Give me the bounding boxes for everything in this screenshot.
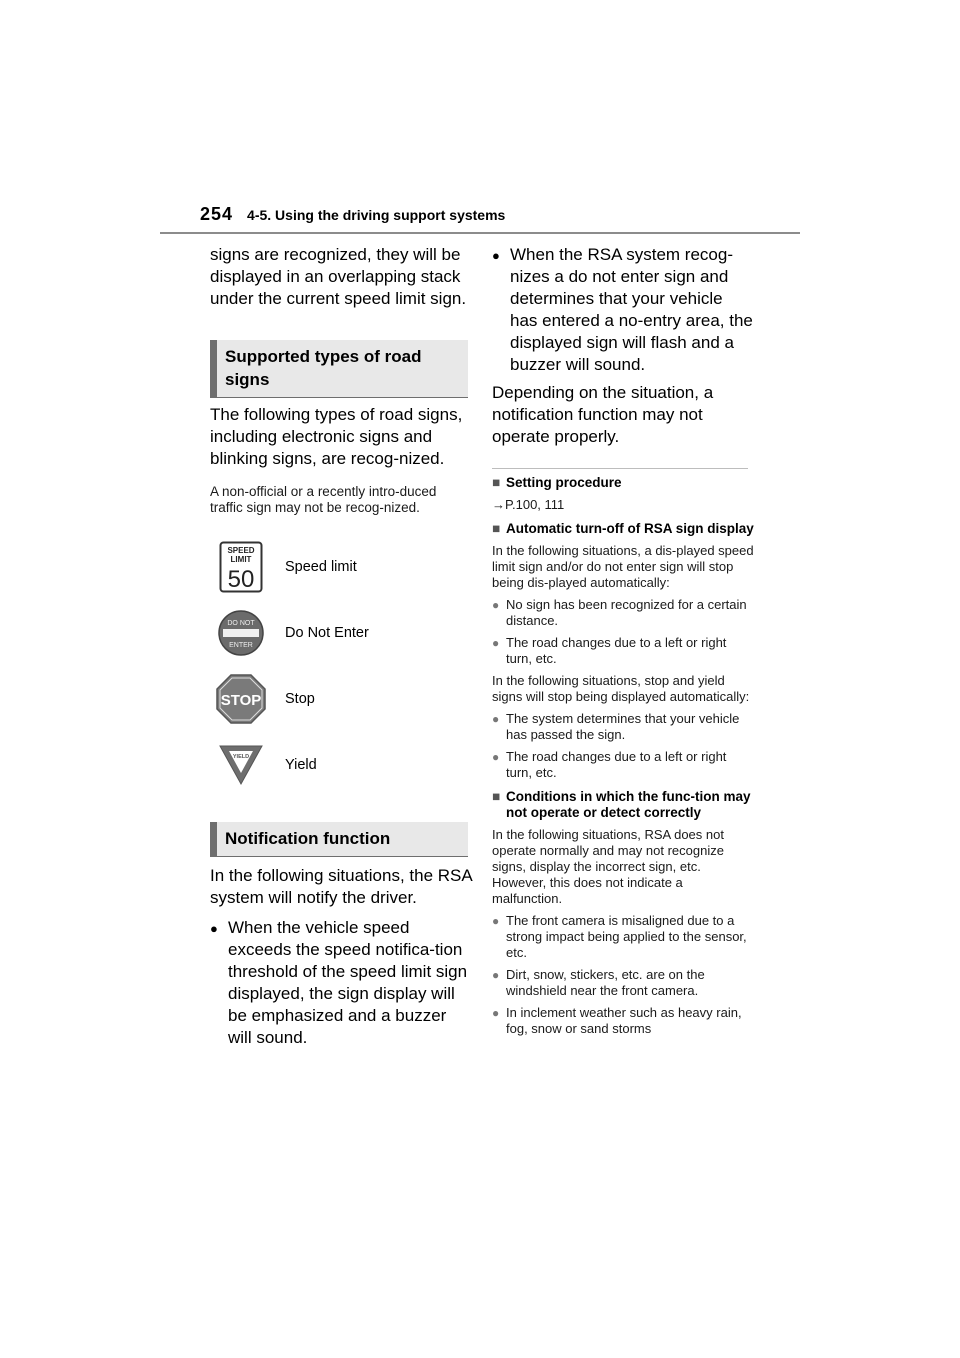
cond-para: In the following situations, RSA does not operate normally and may not recognize signs, display the incorrect sign, etc. However, this does not indicate a malfunction. bbox=[492, 827, 724, 906]
section-title: 4-5. Using the driving support systems bbox=[247, 207, 506, 223]
list-item: ● Dirt, snow, stickers, etc. are on the windshield near the front camera. bbox=[492, 967, 705, 998]
sign-label-speed: Speed limit bbox=[285, 559, 357, 575]
supported-heading: Supported types of road signs bbox=[210, 340, 468, 398]
supported-para: The following types of road signs, including electronic signs and blinking signs, are recog-nized. bbox=[210, 405, 463, 468]
header-rule bbox=[160, 232, 800, 234]
square-marker: ■ bbox=[492, 789, 501, 804]
list-item: ● The road changes due to a left or right turn, etc. bbox=[492, 635, 727, 666]
intro-text: signs are recognized, they will be displayed in an overlapping stack under the current speed limit sign. bbox=[210, 245, 467, 308]
bullet-speed-threshold bbox=[210, 917, 472, 1049]
svg-text:LIMIT: LIMIT bbox=[230, 555, 252, 564]
bullet-text: When the vehicle speed exceeds the speed notifica-tion threshold of the speed limit sign displayed, the sign display will be emphasized and a buzzer will sound. bbox=[228, 918, 468, 1047]
svg-text:STOP: STOP bbox=[220, 692, 262, 709]
left-column bbox=[210, 244, 472, 1049]
sign-row-yield bbox=[210, 732, 472, 798]
bullet-dot: ● bbox=[210, 921, 218, 936]
page-number: 254 bbox=[200, 204, 234, 224]
depending-text: Depending on the situation, a notification function may not operate properly. bbox=[492, 383, 714, 446]
sign-list bbox=[210, 534, 472, 798]
bullet-no-entry bbox=[492, 244, 754, 376]
speed-limit-sign-icon bbox=[219, 541, 263, 593]
list-item: ● The front camera is misaligned due to a strong impact being applied to the sensor, etc. bbox=[492, 913, 747, 960]
setting-ref: →P.100, 111 bbox=[492, 497, 565, 512]
page-header bbox=[200, 204, 505, 225]
auto-heading: ■ Automatic turn-off of RSA sign display bbox=[492, 521, 754, 536]
do-not-enter-sign-icon bbox=[217, 609, 265, 657]
svg-text:DO NOT: DO NOT bbox=[227, 620, 255, 627]
cond-heading: ■ Conditions in which the func-tion may not operate or detect correctly bbox=[492, 789, 751, 820]
auto-para: In the following situations, a dis-played speed limit sign and/or do not enter sign will stop being dis-played automatically: bbox=[492, 543, 754, 590]
bullet-dot: ● bbox=[492, 248, 500, 263]
sign-label-donotenter: Do Not Enter bbox=[285, 625, 369, 641]
auto-para2: In the following situations, stop and yield signs will stop being displayed automatically: bbox=[492, 673, 750, 704]
yield-sign-icon bbox=[218, 744, 264, 786]
sign-label-yield: Yield bbox=[285, 757, 317, 773]
svg-text:50: 50 bbox=[227, 566, 255, 593]
right-column bbox=[492, 244, 754, 1037]
sign-row-donotenter bbox=[210, 600, 472, 666]
sign-row-stop bbox=[210, 666, 472, 732]
stop-sign-icon bbox=[216, 674, 266, 724]
notification-heading: Notification function bbox=[210, 822, 468, 857]
list-item: ● The road changes due to a left or right turn, etc. bbox=[492, 749, 727, 780]
divider bbox=[492, 468, 748, 469]
setting-heading: ■ Setting procedure bbox=[492, 475, 622, 490]
svg-text:YIELD: YIELD bbox=[232, 754, 250, 760]
notification-para: In the following situations, the RSA system will notify the driver. bbox=[210, 866, 472, 907]
sign-row-speed bbox=[210, 534, 472, 600]
sign-label-stop: Stop bbox=[285, 691, 315, 707]
list-item: ● No sign has been recognized for a certain distance. bbox=[492, 597, 747, 628]
svg-text:SPEED: SPEED bbox=[227, 546, 255, 555]
svg-text:ENTER: ENTER bbox=[229, 642, 253, 649]
list-item: ● The system determines that your vehicle has passed the sign. bbox=[492, 711, 740, 742]
square-marker: ■ bbox=[492, 475, 501, 490]
bullet-text: When the RSA system recog-nizes a do not enter sign and determines that your vehicle has entered a no-entry area, the displayed sign will flash and a buzzer will sound. bbox=[510, 245, 753, 374]
supported-note: A non-official or a recently intro-duced traffic sign may not be recog-nized. bbox=[210, 484, 437, 515]
list-item: ● In inclement weather such as heavy rain, fog, snow or sand storms bbox=[492, 1005, 742, 1036]
square-marker: ■ bbox=[492, 521, 501, 536]
